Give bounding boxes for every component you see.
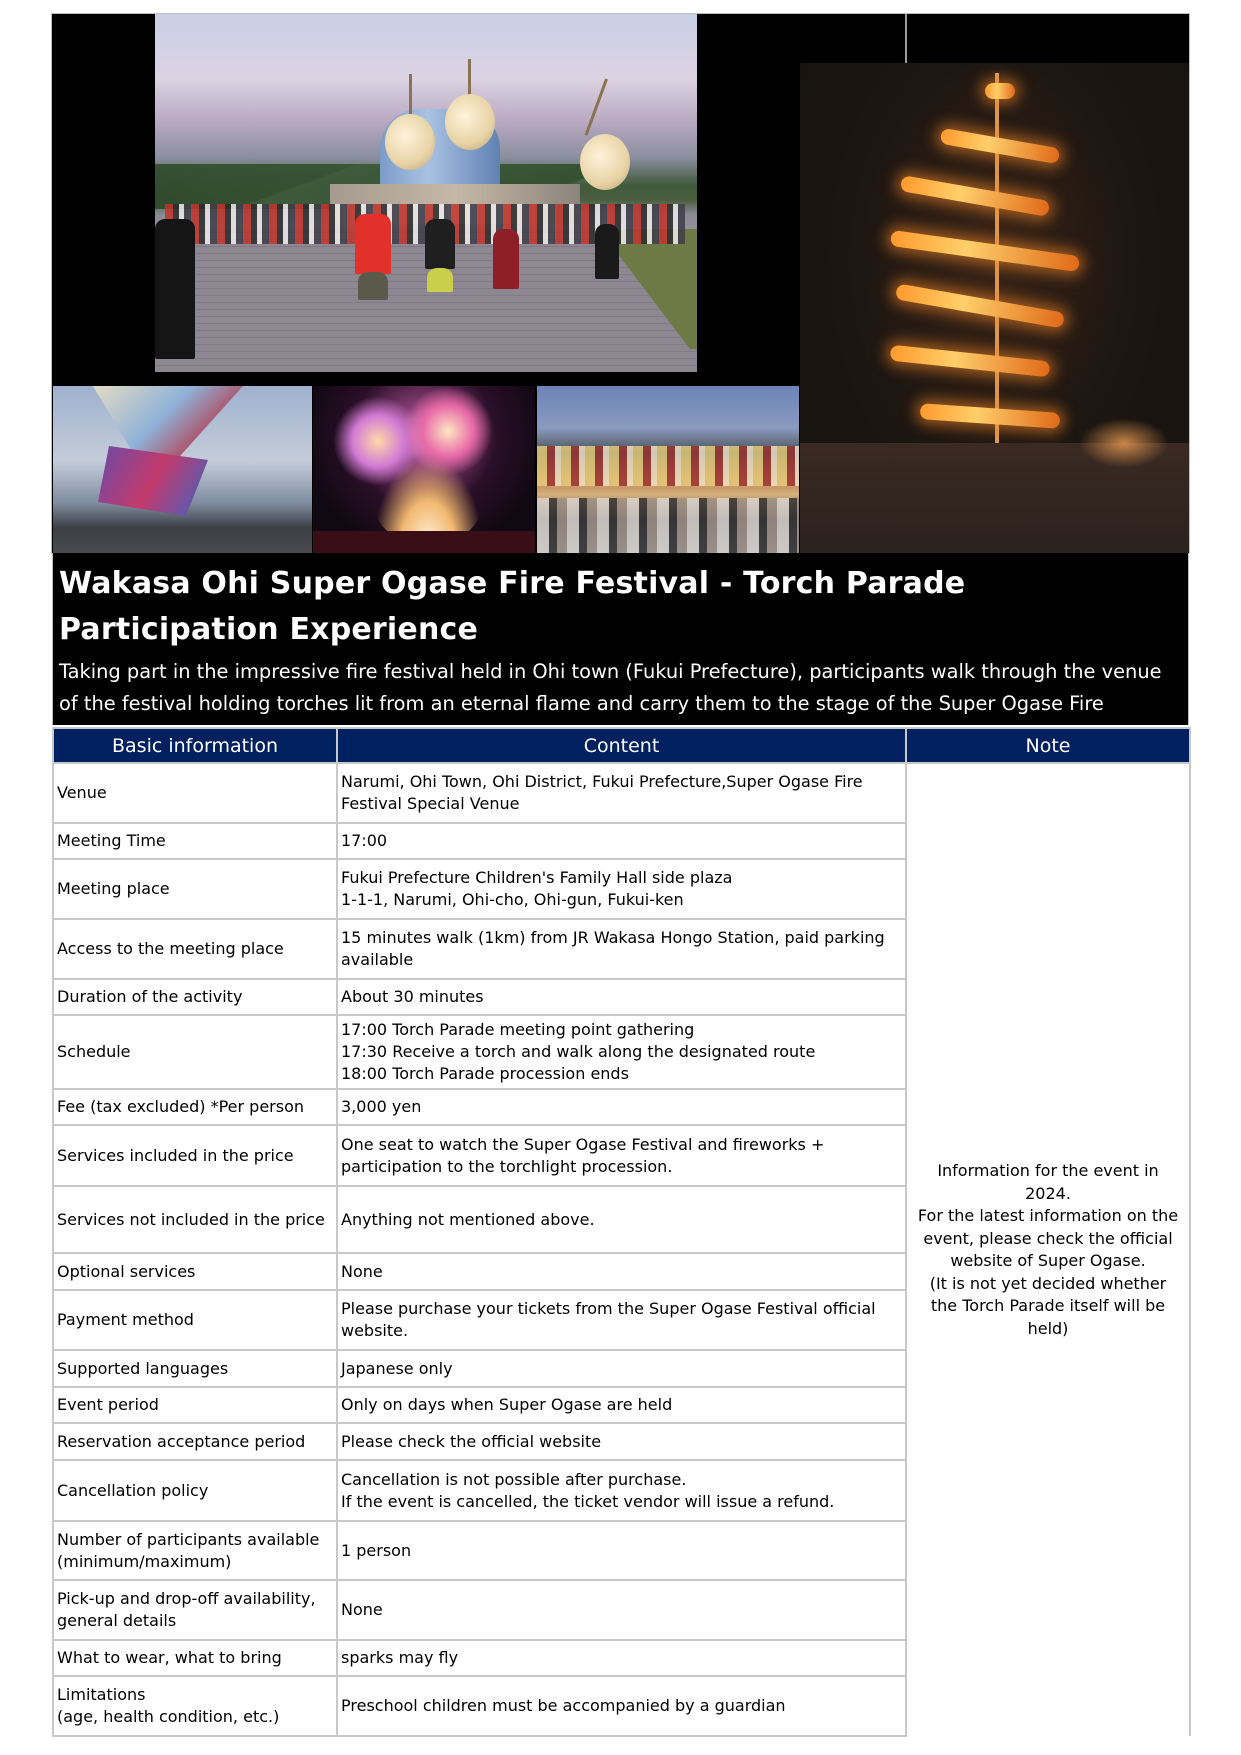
- crowd-silhouette: [313, 531, 535, 553]
- row-content: 3,000 yen: [337, 1089, 906, 1125]
- taiko-drummers: [537, 446, 799, 486]
- note-cell: Information for the event in 2024. For the latest information on the event, please check the official website of Super Ogase. (It is not yet decided whether the Torch Parade itself will be held): [906, 763, 1190, 1736]
- row-label: Schedule: [53, 1015, 337, 1089]
- row-content: 15 minutes walk (1km) from JR Wakasa Hongo Station, paid parking available: [337, 919, 906, 979]
- burning-arm: [890, 345, 1051, 378]
- row-content: Anything not mentioned above.: [337, 1186, 906, 1253]
- row-content: Cancellation is not possible after purchase. If the event is cancelled, the ticket vendor will issue a refund.: [337, 1460, 906, 1521]
- flag-dance-photo: [53, 386, 312, 553]
- paper-lantern: [385, 114, 435, 170]
- row-label: Duration of the activity: [53, 979, 337, 1015]
- row-label: Optional services: [53, 1253, 337, 1290]
- fire-tower-photo: [800, 63, 1189, 553]
- spark-spray: [1079, 418, 1169, 468]
- row-label: Meeting Time: [53, 823, 337, 859]
- row-content: Preschool children must be accompanied by a guardian: [337, 1676, 906, 1736]
- basic-information-table: [52, 727, 1191, 1737]
- lantern-pole: [409, 74, 412, 119]
- photo-person: [358, 272, 388, 300]
- row-content: Narumi, Ohi Town, Ohi District, Fukui Prefecture,Super Ogase Fire Festival Special Venue: [337, 763, 906, 823]
- photo-person: [595, 224, 619, 279]
- fireworks-photo: [313, 386, 535, 553]
- title-banner: [52, 553, 1189, 725]
- lantern-pole: [468, 59, 471, 99]
- burning-arm: [895, 283, 1065, 328]
- photo-person: [427, 268, 453, 292]
- row-label: Event period: [53, 1387, 337, 1423]
- table-body: [53, 763, 1190, 1736]
- row-content: Fukui Prefecture Children's Family Hall side plaza 1-1-1, Narumi, Ohi-cho, Ohi-gun, Fukui-ken: [337, 859, 906, 919]
- row-label: Services not included in the price: [53, 1186, 337, 1253]
- burning-arm: [900, 175, 1050, 217]
- torch-parade-photo: [155, 14, 697, 372]
- row-content: One seat to watch the Super Ogase Festival and fireworks + participation to the torchlight procession.: [337, 1125, 906, 1186]
- row-label: Supported languages: [53, 1350, 337, 1387]
- photo-collage: [52, 14, 1189, 553]
- photo-person: [493, 229, 519, 289]
- burning-arm: [940, 128, 1061, 165]
- event-description: Taking part in the impressive fire festival held in Ohi town (Fukui Prefecture), participants walk through the venue of the festival holding torches lit from an eternal flame and carry them to the stage of the Super Ogase Fire: [59, 660, 1162, 715]
- row-content: Only on days when Super Ogase are held: [337, 1387, 906, 1423]
- paper-lantern: [580, 134, 630, 190]
- burning-arm: [890, 230, 1080, 272]
- waving-flag: [98, 446, 208, 516]
- row-label: Limitations (age, health condition, etc.): [53, 1676, 337, 1736]
- row-content: None: [337, 1253, 906, 1290]
- row-content: Please purchase your tickets from the Super Ogase Festival official website.: [337, 1290, 906, 1350]
- table-row: [53, 763, 1190, 823]
- row-label: Services included in the price: [53, 1125, 337, 1186]
- row-content: sparks may fly: [337, 1640, 906, 1676]
- header-basic-information: Basic information: [53, 728, 337, 763]
- burning-arm: [985, 83, 1015, 99]
- row-label: Fee (tax excluded) *Per person: [53, 1089, 337, 1125]
- page-title: Wakasa Ohi Super Ogase Fire Festival - Torch Parade Participation Experience: [59, 566, 966, 647]
- row-content: Japanese only: [337, 1350, 906, 1387]
- row-label: What to wear, what to bring: [53, 1640, 337, 1676]
- row-content: 1 person: [337, 1521, 906, 1580]
- row-content: Please check the official website: [337, 1423, 906, 1460]
- row-label: Pick-up and drop-off availability, general details: [53, 1580, 337, 1640]
- header-content: Content: [337, 728, 906, 763]
- lantern-pole: [585, 78, 608, 135]
- row-content: About 30 minutes: [337, 979, 906, 1015]
- row-label: Cancellation policy: [53, 1460, 337, 1521]
- header-note: Note: [906, 728, 1190, 763]
- row-content: None: [337, 1580, 906, 1640]
- photo-person: [425, 219, 455, 269]
- row-label: Payment method: [53, 1290, 337, 1350]
- paper-lantern: [445, 94, 495, 150]
- taiko-stage-photo: [537, 386, 799, 553]
- row-label: Reservation acceptance period: [53, 1423, 337, 1460]
- table-header-row: [53, 728, 1190, 763]
- row-label: Number of participants available (minimum/maximum): [53, 1521, 337, 1580]
- row-label: Venue: [53, 763, 337, 823]
- burning-arm: [920, 403, 1061, 429]
- row-content: 17:00: [337, 823, 906, 859]
- photo-person: [355, 214, 391, 274]
- row-label: Meeting place: [53, 859, 337, 919]
- seated-audience: [537, 498, 799, 553]
- row-content: 17:00 Torch Parade meeting point gathering 17:30 Receive a torch and walk along the designated route 18:00 Torch Parade procession ends: [337, 1015, 906, 1089]
- photo-person: [155, 219, 195, 359]
- row-label: Access to the meeting place: [53, 919, 337, 979]
- fire-tower-mast: [995, 73, 999, 463]
